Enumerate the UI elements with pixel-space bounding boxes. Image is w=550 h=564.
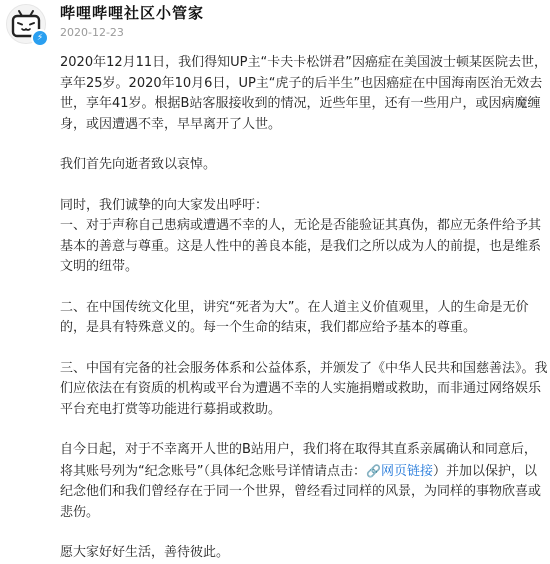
paragraph-7: 愿大家好好生活，善待彼此。 xyxy=(60,545,230,560)
link-icon: 🔗 xyxy=(365,463,381,478)
paragraph-3: 一、对于声称自己患病或遭遇不幸的人，无论是否能验证其真伪，都应无条件给予其基本的善意与尊重。这是人性中的善良本能，是我们之所以成为人的前提，也是维系文明的纽带。 xyxy=(60,218,542,274)
post-date: 2020-12-23 xyxy=(60,26,124,39)
paragraph-3-intro: 同时，我们诚挚的向大家发出呼吁： xyxy=(60,197,269,213)
post-header xyxy=(0,0,550,50)
paragraph-5: 三、中国有完备的社会服务体系和公益体系，并颁发了《中华人民共和国慈善法》。我们应依法在有资质的机构或平台为遭遇不幸的人实施捐赠或救助，而非通过网络娱乐平台充电打赏等功能进行募捐或救助。 xyxy=(60,360,548,417)
post-content xyxy=(60,53,548,564)
paragraph-6-text-after: ）并加以保护，以纪念他们和我们曾经存在于同一个世界，曾经看过同样的风景，为同样的事物欣喜或悲伤。 xyxy=(60,463,542,520)
web-link[interactable] xyxy=(366,464,433,479)
web-link-label: 网页链接 xyxy=(380,463,433,479)
paragraph-1: 2020年12月11日，我们得知UP主“卡夫卡松饼君”因癌症在美国波士顿某医院去世，享年25岁。2020年10月6日，UP主“虎子的后半生”也因癌症在中国海南医治无效去世，享年41岁。根据B站客服接收到的情况，近些年里，还有一些用户，或因病魔缠身，或因遭遇不幸，早早离开了人世。 xyxy=(60,55,547,132)
paragraph-4: 二、在中国传统文化里，讲究“死者为大”。在人道主义价值观里，人的生命是无价的，是具有特殊意义的。每一个生命的结束，我们都应给予基本的尊重。 xyxy=(60,299,529,335)
author-name[interactable]: 哔哩哔哩社区小管家 xyxy=(60,4,205,22)
paragraph-6 xyxy=(60,440,548,523)
paragraph-6-text-before: 自今日起，对于不幸离开人世的B站用户，我们将在取得其直系亲属确认和同意后，将其账号列为“纪念账号”（具体纪念账号详情请点击： xyxy=(60,442,537,479)
paragraph-2: 我们首先向逝者致以哀悼。 xyxy=(60,157,217,172)
lightning-verified-icon: ⚡ xyxy=(31,29,49,47)
